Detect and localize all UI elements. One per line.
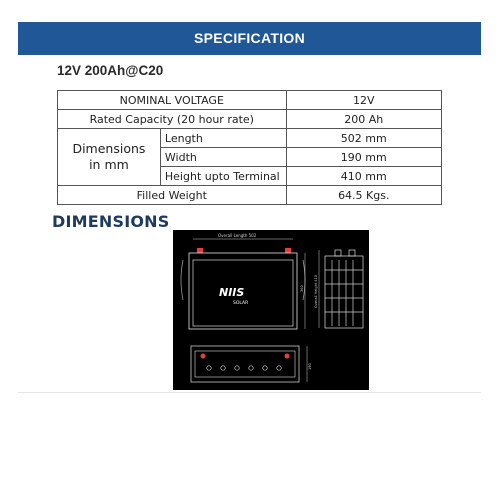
specification-banner	[18, 22, 481, 55]
height-dimension-label: 360	[300, 285, 304, 292]
brand-subtext: SOLAR	[233, 301, 249, 306]
side-view	[300, 250, 363, 328]
nominal-voltage-value: 12V	[286, 91, 441, 110]
table-row	[58, 110, 442, 129]
length-label: Length	[160, 129, 286, 148]
dimensions-label	[58, 129, 161, 186]
table-row	[58, 91, 442, 110]
divider	[18, 392, 481, 393]
model-title: 12V 200Ah@C20	[57, 63, 164, 78]
filled-weight-value: 64.5 Kgs.	[286, 186, 441, 205]
table-row	[58, 129, 442, 148]
height-label: Height upto Terminal	[160, 167, 286, 186]
table-row	[58, 186, 442, 205]
top-view	[191, 346, 312, 382]
dimension-drawing-svg	[173, 230, 369, 390]
brand-text: NIIS	[219, 286, 245, 299]
front-view	[181, 233, 305, 329]
overall-height-label: Overall Height 410	[314, 275, 318, 308]
nominal-voltage-label: NOMINAL VOLTAGE	[58, 91, 287, 110]
rated-capacity-label: Rated Capacity (20 hour rate)	[58, 110, 287, 129]
length-value: 502 mm	[286, 129, 441, 148]
filled-weight-label: Filled Weight	[58, 186, 287, 205]
dimensions-label-line1: Dimensions	[72, 141, 146, 156]
specification-table	[57, 90, 442, 205]
width-label: Width	[160, 148, 286, 167]
battery-dimension-drawing	[173, 230, 369, 390]
rated-capacity-value: 200 Ah	[286, 110, 441, 129]
overall-length-label: Overall Length 502	[218, 233, 257, 238]
brand-logo	[219, 286, 248, 306]
banner-title: SPECIFICATION	[194, 30, 305, 46]
width-value: 190 mm	[286, 148, 441, 167]
dimensions-label-line2: in mm	[89, 157, 129, 172]
dimensions-title: DIMENSIONS	[52, 212, 170, 231]
height-value: 410 mm	[286, 167, 441, 186]
width-dimension-label: 190	[308, 363, 312, 370]
